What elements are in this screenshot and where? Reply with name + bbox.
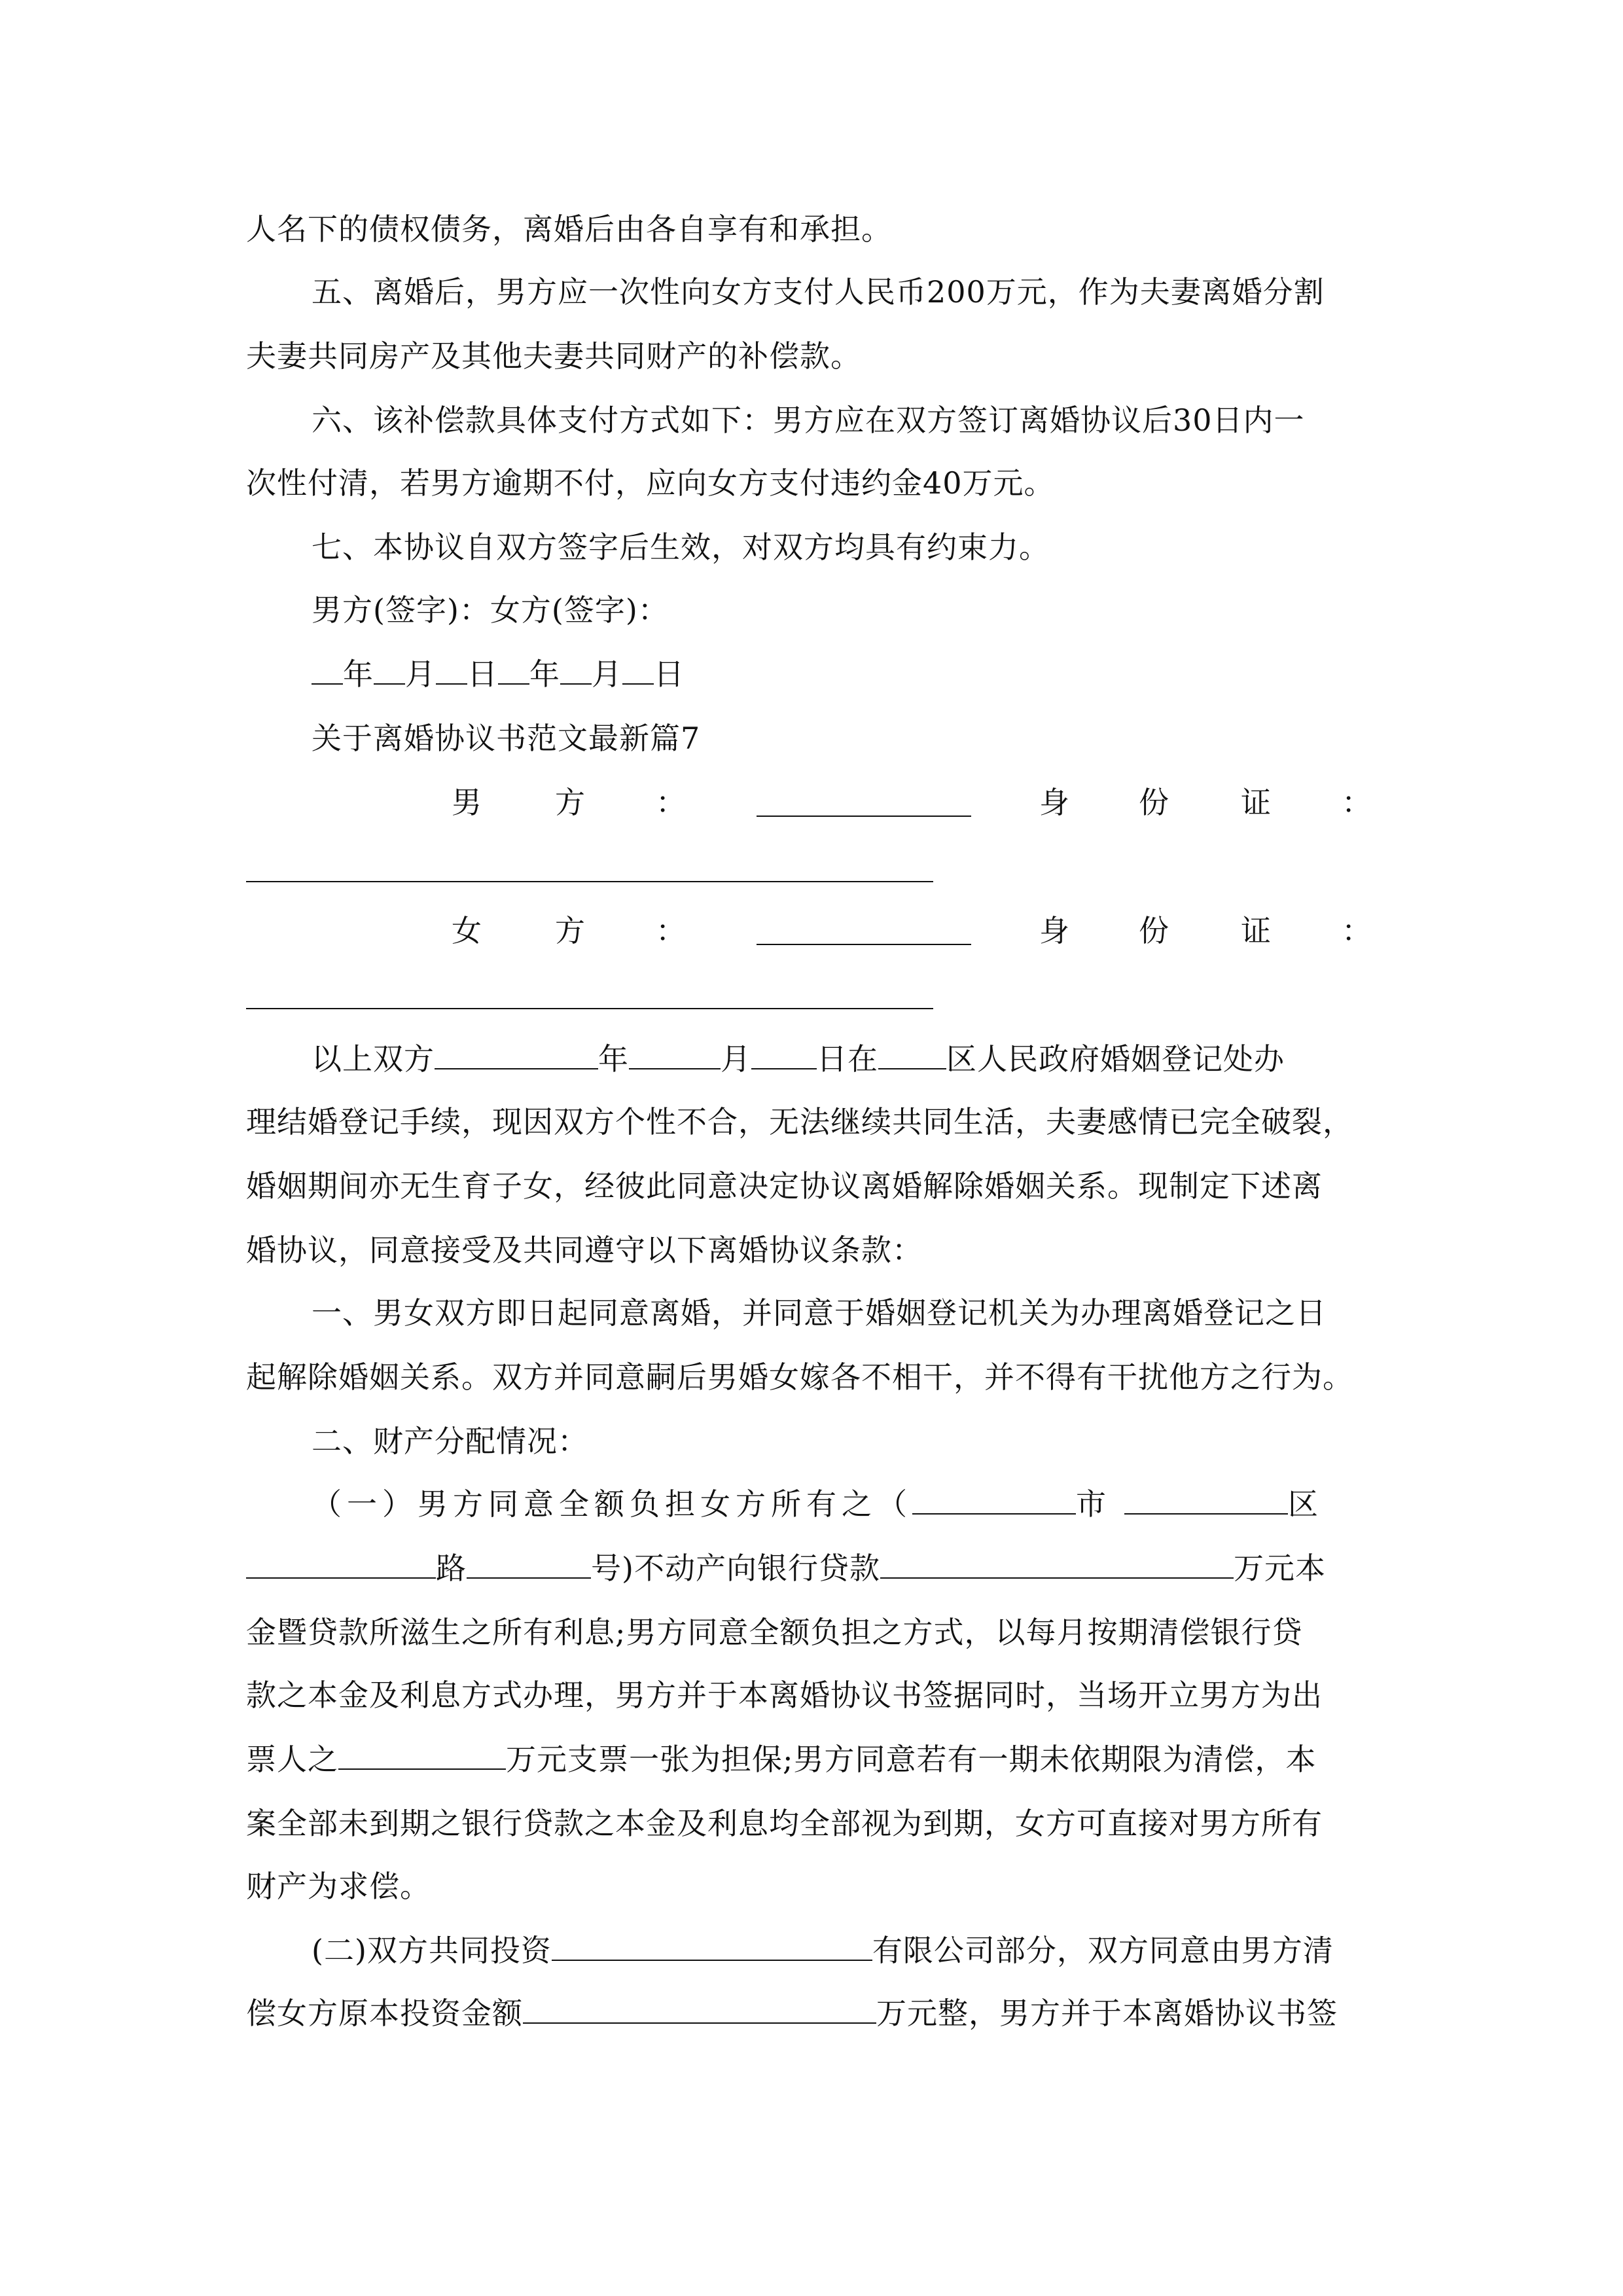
blank-field xyxy=(622,655,654,685)
male-name-field xyxy=(757,787,971,817)
male-id-field xyxy=(246,881,933,882)
blank-field xyxy=(435,1039,598,1069)
blank-field xyxy=(246,1549,436,1579)
blank-field xyxy=(312,655,343,685)
text-line: （一）男方同意全额负担女方所有之（ 市 区 xyxy=(312,1484,1323,1524)
text-line: 七、本协议自双方签字后生效，对双方均具有约束力。 xyxy=(312,529,1050,565)
text-line: 案全部未到期之银行贷款之本金及利息均全部视为到期，女方可直接对男方所有 xyxy=(246,1806,1323,1841)
text-line: 婚协议，同意接受及共同遵守以下离婚协议条款： xyxy=(246,1232,923,1268)
blank-field xyxy=(436,655,467,685)
blank-field xyxy=(1124,1484,1288,1515)
text-line: (二)双方共同投资 有限公司部分，双方同意由男方清 xyxy=(312,1931,1334,1970)
blank-field xyxy=(629,1039,721,1069)
text-line: 婚姻期间亦无生育子女，经彼此同意决定协议离婚解除婚姻关系。现制定下述离 xyxy=(246,1168,1323,1204)
blank-field xyxy=(552,1931,872,1961)
text-line: 票人之 万元支票一张为担保;男方同意若有一期未依期限为清偿，本 xyxy=(246,1740,1317,1779)
text-line: 人名下的债权债务，离婚后由各自享有和承担。 xyxy=(246,211,892,247)
female-name-field xyxy=(757,915,971,945)
text-line: 金暨贷款所滋生之所有利息;男方同意全额负担之方式，以每月按期清偿银行贷 xyxy=(246,1615,1303,1650)
blank-field xyxy=(880,1549,1234,1579)
text-line: 路 号)不动产向银行贷款 万元本 xyxy=(246,1549,1326,1588)
blank-field xyxy=(467,1549,591,1579)
text-line: 理结婚登记手续，现因双方个性不合，无法继续共同生活，夫妻感情已完全破裂， xyxy=(246,1104,1353,1139)
text-line: 一、男女双方即日起同意离婚，并同意于婚姻登记机关为办理离婚登记之日 xyxy=(312,1295,1327,1331)
text-line: 以上双方 年 月 日在 区人民政府婚姻登记处办 xyxy=(312,1039,1285,1079)
blank-field xyxy=(751,1039,817,1069)
text-line: 六、该补偿款具体支付方式如下：男方应在双方签订离婚协议后30日内一 xyxy=(312,403,1305,438)
text-line: 次性付清，若男方逾期不付，应向女方支付违约金40万元。 xyxy=(246,465,1055,501)
document-page: 人名下的债权债务，离婚后由各自享有和承担。 五、离婚后，男方应一次性向女方支付人民币200万元，作为夫妻离婚分割 夫妻共同房产及其他夫妻共同财产的补偿款。 六、该补偿款具体支付方式如下：男方应在双方签订离婚协议后30日内一 次性付清，若男方逾期不付，应向女方支付违约金40万元。 七、本协议自双方签字后生效，对双方均具有约束力。 男方(签字)：女方(签字)： 年 月 日 年 月 日 关于离婚协议书范文最新篇7 男 方 ： 身 份 证 ： 女 方 ： 身 份 证 ： 以上双方 年 月 日在 区人民政府婚姻登记处办 理结婚登记手续，现因双方个性不合，无法继续共同生活，夫妻感情已完全破裂， 婚姻期间亦无生育子女，经彼此同意决定协议离婚解除婚姻关系。现制定下述离 婚协议，同意接受及共同遵守以下离婚协议条款： 一、男女双方即日起同意离婚，并同意于婚姻登记机关为办理离婚登记之日 起解除婚姻关系。双方并同意嗣后男婚女嫁各不相干，并不得有干扰他方之行为。 二、财产分配情况： （一）男方同意全额负担女方所有之（ 市 区 路 号)不动产向银行贷款 万元本 金暨贷款所滋生之所有利息;男方同意全额负担之方式，以每月按期清偿银行贷 款之本金及利息方式办理，男方并于本离婚协议书签据同时，当场开立男方为出 票人之 万元支票一张为担保;男方同意若有一期未依期限为清偿，本 案全部未到期之银行贷款之本金及利息均全部视为到期，女方可直接对男方所有 财产为求偿。 (二)双方共同投资 有限公司部分，双方同意由男方清 偿女方原本投资金额 万元整，男方并于本离婚协议书签 xyxy=(0,0,1623,2296)
blank-field xyxy=(338,1740,506,1770)
text-line: 款之本金及利息方式办理，男方并于本离婚协议书签据同时，当场开立男方为出 xyxy=(246,1677,1323,1713)
text-line: 偿女方原本投资金额 万元整，男方并于本离婚协议书签 xyxy=(246,1994,1338,2033)
blank-field xyxy=(498,655,529,685)
female-id-field xyxy=(246,1008,933,1009)
text-line: 起解除婚姻关系。双方并同意嗣后男婚女嫁各不相干，并不得有干扰他方之行为。 xyxy=(246,1359,1353,1395)
blank-field xyxy=(523,1994,876,2024)
text-line: 五、离婚后，男方应一次性向女方支付人民币200万元，作为夫妻离婚分割 xyxy=(312,274,1325,310)
signature-line: 男方(签字)：女方(签字)： xyxy=(312,592,669,628)
clause-heading: 二、财产分配情况： xyxy=(312,1424,588,1459)
blank-field xyxy=(374,655,405,685)
date-line: 年 月 日 年 月 日 xyxy=(312,655,685,694)
blank-field xyxy=(878,1039,946,1069)
section-heading: 关于离婚协议书范文最新篇7 xyxy=(312,721,701,756)
text-line: 夫妻共同房产及其他夫妻共同财产的补偿款。 xyxy=(246,338,861,374)
blank-field xyxy=(912,1484,1076,1515)
blank-field xyxy=(560,655,592,685)
text-line: 财产为求偿。 xyxy=(246,1869,431,1904)
